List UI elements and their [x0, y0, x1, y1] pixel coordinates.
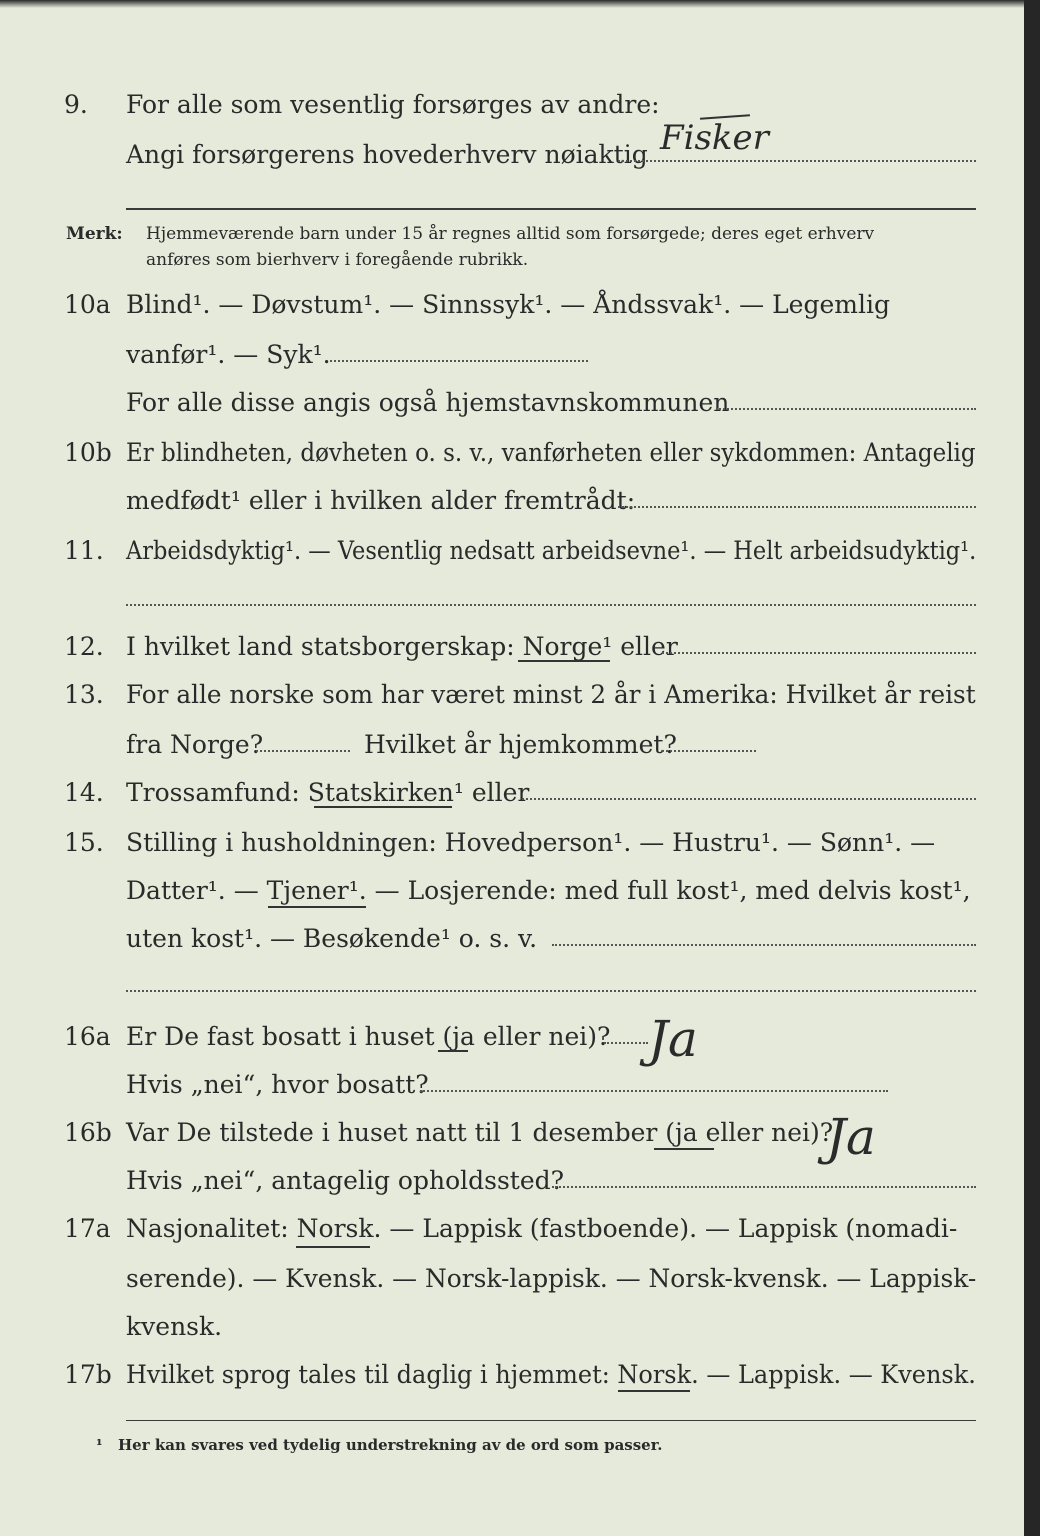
q15-answer-line2: [126, 990, 976, 992]
section-divider: [126, 208, 976, 210]
q16a-answer-line1: [604, 1042, 648, 1044]
q10b-text-line2: medfødt¹ eller i hvilken alder fremtrådt:: [126, 486, 636, 515]
q16b-text-line1: Var De tilstede i huset natt til 1 desember (ja eller nei)?: [126, 1118, 834, 1147]
q15-text-line1: Stilling i husholdningen: Hovedperson¹. — Hustru¹. — Sønn¹. —: [126, 828, 936, 857]
q16a-text-line1: Er De fast bosatt i huset (ja eller nei)?: [126, 1022, 611, 1051]
q9-number: 9.: [64, 90, 88, 119]
q13-text-line2b: Hvilket år hjemkommet?: [364, 730, 677, 759]
q15-underline-tjener: [268, 906, 366, 908]
q9-text-line2: Angi forsørgerens hovederhverv nøiaktig: [126, 140, 648, 169]
q14-text-line1: Trossamfund: Statskirken¹ eller: [126, 778, 530, 807]
q13-text-line2a: fra Norge?: [126, 730, 264, 759]
q10b-number: 10b: [64, 438, 112, 467]
q14-answer-line: [522, 798, 976, 800]
merk-text-line2: anføres som bierhverv i foregående rubrikk.: [146, 250, 529, 270]
q10a-text-line2: vanfør¹. — Syk¹.: [126, 340, 331, 369]
q14-underline-statskirken: [314, 806, 452, 808]
q10a-text-line3: For alle disse angis også hjemstavnskommunen: [126, 388, 730, 417]
q17b-text-line1: Hvilket sprog tales til daglig i hjemmet: Norsk. — Lappisk. — Kvensk.: [126, 1360, 976, 1389]
q12-text-line1: I hvilket land statsborgerskap: Norge¹ eller: [126, 632, 678, 661]
q15-number: 15.: [64, 828, 104, 857]
q11-answer-line: [126, 604, 976, 606]
q13-number: 13.: [64, 680, 104, 709]
q17a-number: 17a: [64, 1214, 111, 1243]
q15-text-line3: uten kost¹. — Besøkende¹ o. s. v.: [126, 924, 538, 953]
q17b-underline-norsk: [618, 1390, 690, 1392]
scan-edge-right: [1024, 0, 1040, 1536]
q13-answer-line1: [256, 750, 350, 752]
q17a-text-line2: serende). — Kvensk. — Norsk-lappisk. — Norsk-kvensk. — Lappisk-: [126, 1264, 977, 1293]
q16a-underline-ja: [438, 1050, 468, 1052]
footnote-text: Her kan svares ved tydelig understrekning av de ord som passer.: [118, 1436, 663, 1454]
q15-text-line2: Datter¹. — Tjener¹. — Losjerende: med full kost¹, med delvis kost¹,: [126, 876, 971, 905]
q16b-underline-ja: [654, 1148, 714, 1150]
footnote-divider: [126, 1420, 976, 1421]
q16b-number: 16b: [64, 1118, 112, 1147]
q16a-number: 16a: [64, 1022, 111, 1051]
q10a-number: 10a: [64, 290, 111, 319]
merk-text-line1: Hjemmeværende barn under 15 år regnes alltid som forsørgede; deres eget erhverv: [146, 224, 875, 244]
q9-answer-line: [618, 160, 976, 162]
q17a-text-line1: Nasjonalitet: Norsk. — Lappisk (fastboende). — Lappisk (nomadi-: [126, 1214, 958, 1243]
q10a-answer-line2: [716, 408, 976, 410]
q13-answer-line2: [662, 750, 756, 752]
q13-text-line1: For alle norske som har været minst 2 år i Amerika: Hvilket år reist: [126, 680, 976, 709]
q17a-underline-norsk: [296, 1246, 370, 1248]
footnote-mark: ¹: [96, 1436, 103, 1454]
q10a-text-line1: Blind¹. — Døvstum¹. — Sinnssyk¹. — Åndssvak¹. — Legemlig: [126, 290, 890, 319]
q11-number: 11.: [64, 536, 104, 565]
q12-underline-norge: [518, 660, 610, 662]
q17b-number: 17b: [64, 1360, 112, 1389]
q12-number: 12.: [64, 632, 104, 661]
q16b-text-line2: Hvis „nei“, antagelig opholdssted?: [126, 1166, 565, 1195]
q10b-text-line1: Er blindheten, døvheten o. s. v., vanførheten eller sykdommen: Antagelig: [126, 438, 976, 467]
q12-answer-line: [662, 652, 976, 654]
q16b-handwritten-answer: Ja: [826, 1108, 876, 1166]
q16a-answer-line2: [420, 1090, 888, 1092]
q16b-answer-line: [552, 1186, 976, 1188]
q9-handwritten-answer: Fisker: [660, 118, 769, 158]
q15-answer-line1: [552, 944, 976, 946]
q16a-handwritten-answer: Ja: [648, 1010, 698, 1068]
q16a-text-line2: Hvis „nei“, hvor bosatt?: [126, 1070, 429, 1099]
scan-edge-top: [0, 0, 1040, 8]
q9-text-line1: For alle som vesentlig forsørges av andre:: [126, 90, 660, 119]
q14-number: 14.: [64, 778, 104, 807]
merk-label: Merk:: [66, 224, 123, 244]
q10a-answer-line1: [330, 360, 588, 362]
q10b-answer-line: [618, 506, 976, 508]
q17a-text-line3: kvensk.: [126, 1312, 223, 1341]
q11-text-line1: Arbeidsdyktig¹. — Vesentlig nedsatt arbeidsevne¹. — Helt arbeidsudyktig¹.: [126, 536, 977, 565]
